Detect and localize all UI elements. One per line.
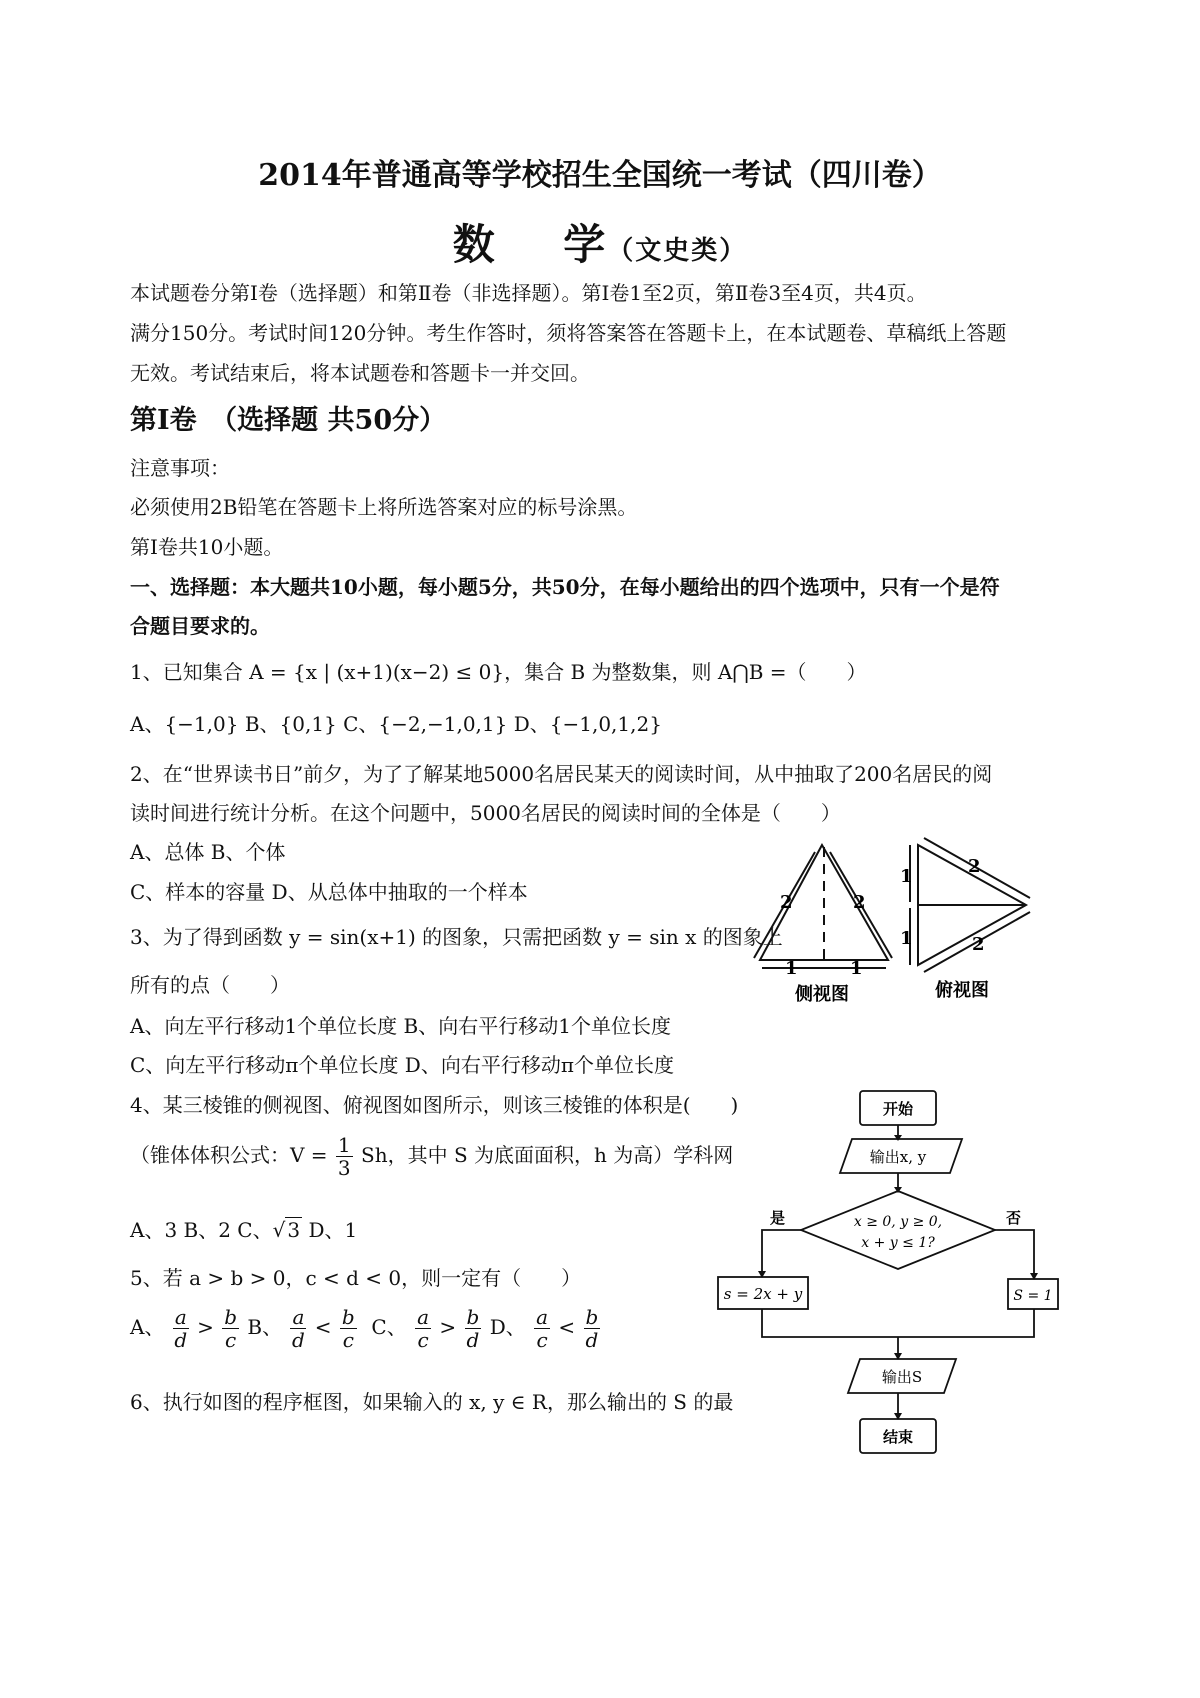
intro-line-1: 本试题卷分第Ⅰ卷（选择题）和第Ⅱ卷（非选择题）。第Ⅰ卷1至2页，第Ⅱ卷3至4页，共4页。 xyxy=(130,281,927,305)
top-left-upper-label: 1 xyxy=(900,866,913,887)
q4-formula-post: Sh，其中 S 为底面面积，h 为高）学科网 xyxy=(361,1143,734,1167)
q1-options: A、{−1,0} B、{0,1} C、{−2,−1,0,1} D、{−1,0,1,2} xyxy=(130,712,662,736)
fraction-numerator: b xyxy=(224,1305,238,1329)
option-b-label: B、 xyxy=(247,1315,283,1339)
fraction xyxy=(534,1306,550,1351)
section-instruction-1: 一、选择题：本大题共10小题，每小题5分，共50分，在每小题给出的四个选项中，只有一个是符 xyxy=(130,575,1000,599)
fraction-numerator: a xyxy=(536,1305,549,1329)
fraction-numerator: 1 xyxy=(337,1133,351,1157)
side-right-edge-label: 2 xyxy=(853,892,866,913)
fraction-numerator: a xyxy=(174,1305,187,1329)
notice-text: 必须使用2B铅笔在答题卡上将所选答案对应的标号涂黑。 xyxy=(130,495,638,519)
fraction xyxy=(173,1306,189,1351)
fraction-denominator: c xyxy=(536,1328,548,1352)
option-c-label: C、 xyxy=(371,1315,407,1339)
fraction-denominator: c xyxy=(417,1328,429,1352)
fraction xyxy=(222,1306,239,1351)
q4-options-pre: A、3 B、2 C、 xyxy=(130,1218,273,1242)
top-left-lower-label: 1 xyxy=(900,928,913,949)
fraction-numerator: b xyxy=(341,1305,355,1329)
fraction-numerator: a xyxy=(417,1305,430,1329)
fraction xyxy=(584,1306,601,1351)
subject-title xyxy=(0,212,1200,272)
q2-options-2: C、样本的容量 D、从总体中抽取的一个样本 xyxy=(130,880,528,904)
q3-stem-1: 3、为了得到函数 y = sin(x+1) 的图象，只需把函数 y = sin x 的图象上 xyxy=(130,925,783,949)
flowchart-end-label: 结束 xyxy=(882,1428,914,1446)
q4-formula-fraction xyxy=(336,1134,353,1179)
flowchart xyxy=(710,1085,1070,1465)
arrowhead-icon xyxy=(894,1135,902,1141)
sqrt-icon: √ xyxy=(272,1218,286,1242)
fraction xyxy=(465,1306,482,1351)
side-base-left-label: 1 xyxy=(785,958,798,979)
q3-options-2: C、向左平行移动π个单位长度 D、向右平行移动π个单位长度 xyxy=(130,1053,674,1077)
flow-merge-line xyxy=(762,1309,1034,1337)
part1-heading: 第Ⅰ卷 （选择题 共50分） xyxy=(130,405,447,436)
q4-options xyxy=(130,1214,357,1243)
side-view-drawing xyxy=(754,845,892,968)
fraction-numerator: a xyxy=(292,1305,305,1329)
q5-options xyxy=(130,1306,602,1351)
fraction-numerator: b xyxy=(466,1305,480,1329)
flowchart-condition-line-2: x + y ≤ 1? xyxy=(861,1235,935,1251)
q5-stem: 5、若 a > b > 0，c < d < 0，则一定有（ ） xyxy=(130,1266,582,1290)
q4-formula xyxy=(130,1134,733,1179)
fraction-denominator: c xyxy=(342,1328,354,1352)
q4-options-post: D、1 xyxy=(302,1218,358,1242)
operator: < xyxy=(558,1315,576,1339)
flowchart-no-action: S = 1 xyxy=(1013,1288,1053,1304)
option-a-label: A、 xyxy=(130,1315,165,1339)
flowchart-output-label: 输出S xyxy=(881,1368,923,1386)
fraction-denominator: c xyxy=(225,1328,237,1352)
q1-stem: 1、已知集合 A = {x | (x+1)(x−2) ≤ 0}，集合 B 为整数集，则 A⋂B =（ ） xyxy=(130,660,867,684)
fraction xyxy=(415,1306,431,1351)
flowchart-yes-action: s = 2x + y xyxy=(723,1285,803,1303)
q4-stem: 4、某三棱锥的侧视图、俯视图如图所示，则该三棱锥的体积是( ) xyxy=(130,1093,739,1117)
side-base-right-label: 1 xyxy=(850,958,863,979)
flowchart-input-label: 输出x, y xyxy=(869,1148,927,1166)
flowchart-start-label: 开始 xyxy=(882,1100,914,1118)
intro-line-3: 无效。考试结束后，将本试题卷和答题卡一并交回。 xyxy=(130,361,590,385)
operator: > xyxy=(197,1315,214,1339)
fraction-denominator: d xyxy=(466,1328,480,1352)
subject-name: 数 学 xyxy=(452,220,608,269)
three-view-figure xyxy=(740,830,1050,1010)
top-lower-edge-label: 2 xyxy=(972,934,985,955)
operator: > xyxy=(439,1315,457,1339)
side-view-label: 侧视图 xyxy=(795,984,849,1005)
flowchart-decision-diamond xyxy=(801,1191,995,1269)
q2-stem-1: 2、在“世界读书日”前夕，为了了解某地5000名居民某天的阅读时间，从中抽取了200名居民的阅 xyxy=(130,762,993,786)
q4-sqrt-value: 3 xyxy=(287,1218,301,1242)
fraction-denominator: d xyxy=(585,1328,599,1352)
fraction-denominator: 3 xyxy=(337,1156,351,1180)
fraction-denominator: d xyxy=(174,1328,188,1352)
flow-arrow xyxy=(762,1230,801,1277)
q3-stem-2: 所有的点（ ） xyxy=(130,973,290,997)
fraction-denominator: d xyxy=(292,1328,305,1352)
q4-formula-pre: （锥体体积公式：V = xyxy=(130,1143,328,1167)
q6-stem: 6、执行如图的程序框图，如果输入的 x, y ∈ R，那么输出的 S 的最 xyxy=(130,1390,734,1414)
operator: < xyxy=(314,1315,332,1339)
flowchart-condition-line-1: x ≥ 0, y ≥ 0, xyxy=(853,1214,943,1230)
top-view-label: 俯视图 xyxy=(935,980,989,1001)
flow-arrow xyxy=(995,1230,1034,1277)
side-left-edge-label: 2 xyxy=(780,892,793,913)
page-title: 2014年普通高等学校招生全国统一考试（四川卷） xyxy=(258,158,942,193)
flowchart-yes-label: 是 xyxy=(770,1209,786,1227)
section-instruction-2: 合题目要求的。 xyxy=(130,614,270,638)
option-d-label: D、 xyxy=(489,1315,526,1339)
subject-category: （文史类） xyxy=(607,236,748,266)
fraction-numerator: b xyxy=(585,1305,599,1329)
part1-count: 第Ⅰ卷共10小题。 xyxy=(130,535,284,559)
q3-options-1: A、向左平行移动1个单位长度 B、向右平行移动1个单位长度 xyxy=(130,1014,671,1038)
fraction xyxy=(340,1306,357,1351)
q2-stem-2: 读时间进行统计分析。在这个问题中，5000名居民的阅读时间的全体是（ ） xyxy=(130,801,841,825)
flowchart-no-label: 否 xyxy=(1006,1209,1022,1227)
fraction xyxy=(290,1306,306,1351)
q2-options-1: A、总体 B、个体 xyxy=(130,840,286,864)
top-upper-edge-label: 2 xyxy=(968,856,981,877)
notice-label: 注意事项： xyxy=(130,456,230,480)
intro-line-2: 满分150分。考试时间120分钟。考生作答时，须将答案答在答题卡上，在本试题卷、草稿纸上答题 xyxy=(130,321,1007,345)
